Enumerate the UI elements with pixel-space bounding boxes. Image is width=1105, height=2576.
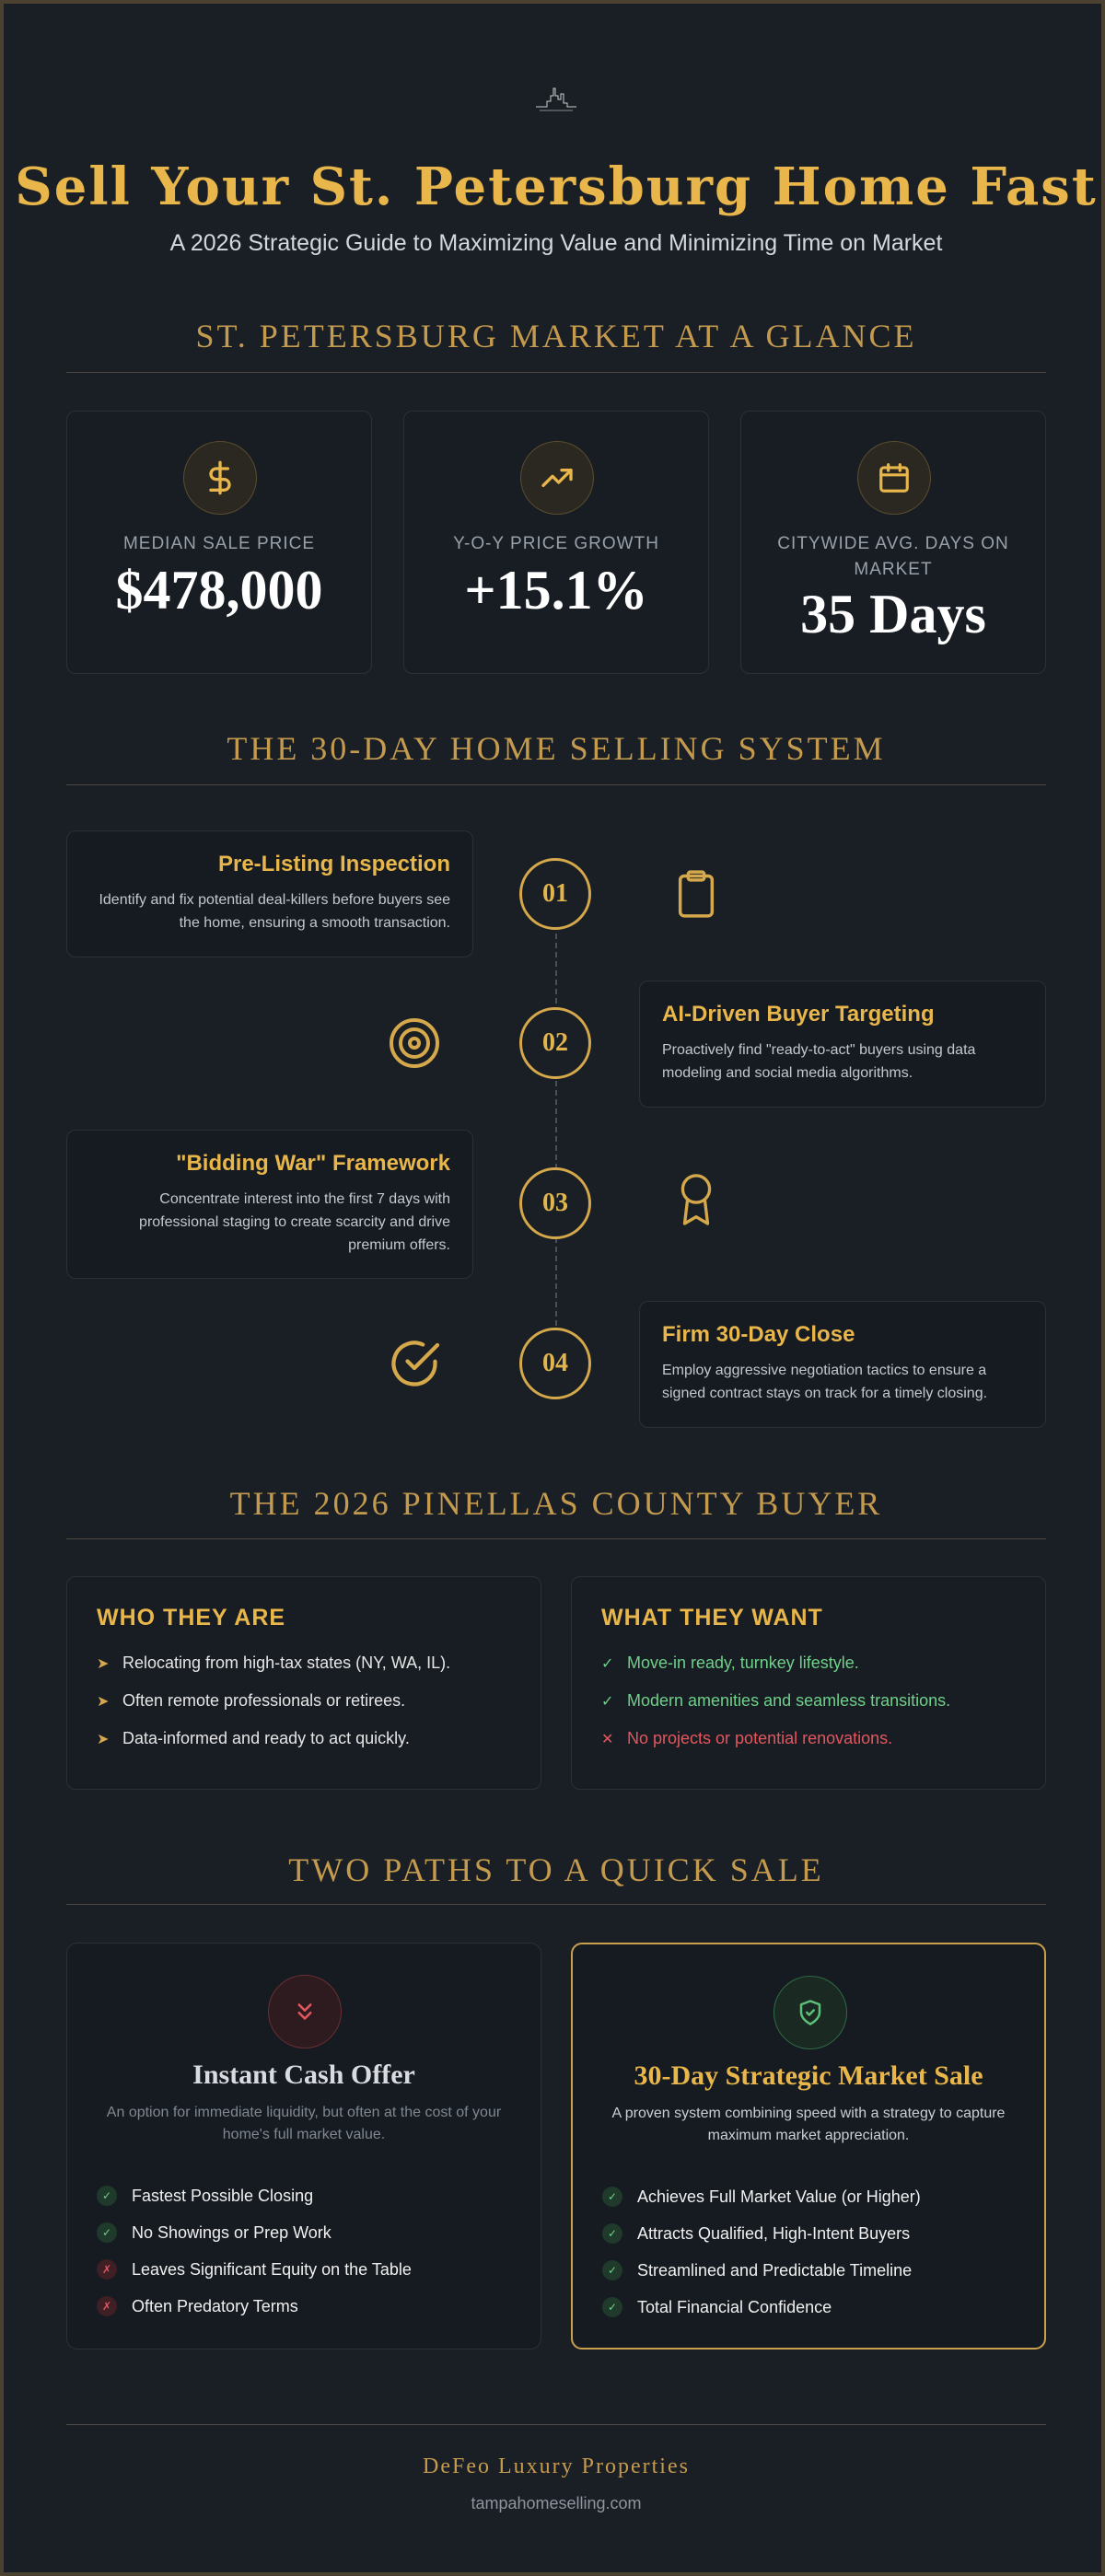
buyer-divider	[66, 1538, 1046, 1539]
page-title: Sell Your St. Petersburg Home Fast	[15, 157, 1098, 217]
step-desc: Identify and fix potential deal-killers before buyers see the home, ensuring a smooth transaction.	[99, 892, 450, 931]
check-icon: ✓	[601, 1693, 614, 1710]
trending-up-icon	[520, 441, 594, 515]
step-card-2	[639, 981, 1046, 1108]
footer-url-link[interactable]: tampahomeselling.com	[471, 2494, 642, 2512]
list-item: ✓ Fastest Possible Closing	[97, 2177, 511, 2214]
buyer-who-card	[66, 1576, 541, 1790]
stat-value: $478,000	[115, 560, 323, 621]
cash-offer-title: Instant Cash Offer	[192, 2060, 415, 2090]
arrow-bullet-icon: ➤	[97, 1655, 110, 1672]
check-icon: ✓	[97, 2222, 117, 2243]
list-item: ✓ Attracts Qualified, High-Intent Buyers	[602, 2215, 1015, 2252]
stat-card-median-price	[66, 411, 372, 674]
list-item: ✓ Achieves Full Market Value (or Higher)	[602, 2178, 1015, 2215]
list-item: ✕ No projects or potential renovations.	[601, 1729, 893, 1747]
stat-label: CITYWIDE AVG. DAYS ON MARKET	[777, 534, 1009, 579]
market-heading: ST. PETERSBURG MARKET AT A GLANCE	[195, 318, 917, 354]
system-divider	[66, 784, 1046, 785]
step-desc: Concentrate interest into the first 7 days with professional staging to create scarcity and drive premium offers.	[139, 1191, 450, 1253]
buyer-want-title: WHAT THEY WANT	[601, 1605, 823, 1630]
arrow-bullet-icon: ➤	[97, 1731, 110, 1747]
cash-offer-desc: An option for immediate liquidity, but often at the cost of your home's full market value.	[106, 2105, 502, 2142]
market-sale-desc: A proven system combining speed with a strategy to capture maximum market appreciation.	[611, 2106, 1006, 2143]
list-item: ✗ Often Predatory Terms	[97, 2288, 511, 2325]
footer-brand: DeFeo Luxury Properties	[423, 2454, 690, 2478]
list-item: ➤ Data-informed and ready to act quickly.	[97, 1729, 410, 1747]
check-icon: ✓	[601, 1655, 614, 1672]
arrow-bullet-icon: ➤	[97, 1693, 110, 1710]
cross-icon: ✗	[97, 2296, 117, 2316]
skyline-logo-icon	[530, 83, 582, 116]
footer-divider	[66, 2424, 1046, 2425]
list-item: ✓ Modern amenities and seamless transitions.	[601, 1691, 951, 1710]
page-subtitle: A 2026 Strategic Guide to Maximizing Value and Minimizing Time on Market	[169, 230, 943, 256]
step-title: "Bidding War" Framework	[176, 1151, 450, 1176]
list-item: ✓ Total Financial Confidence	[602, 2289, 1015, 2326]
check-icon: ✓	[602, 2260, 622, 2280]
double-chevron-down-icon	[268, 1975, 342, 2048]
list-item: ✓ Move-in ready, turnkey lifestyle.	[601, 1654, 859, 1672]
stat-card-days-on-market	[740, 411, 1046, 674]
list-item: ✓ No Showings or Prep Work	[97, 2214, 511, 2251]
clipboard-icon	[669, 866, 724, 922]
check-icon: ✓	[602, 2297, 622, 2317]
market-divider	[66, 372, 1046, 373]
step-desc: Employ aggressive negotiation tactics to ensure a signed contract stays on track for a timely closing.	[662, 1363, 988, 1401]
step-title: Pre-Listing Inspection	[217, 852, 450, 876]
stat-label: Y-O-Y PRICE GROWTH	[453, 534, 659, 553]
list-item: ✗ Leaves Significant Equity on the Table	[97, 2251, 511, 2288]
list-item: ➤ Relocating from high-tax states (NY, WA, IL).	[97, 1654, 451, 1672]
check-circle-icon	[387, 1336, 442, 1391]
list-item: ➤ Often remote professionals or retirees.	[97, 1691, 406, 1710]
buyer-heading: THE 2026 PINELLAS COUNTY BUYER	[229, 1485, 883, 1522]
step-title: AI-Driven Buyer Targeting	[662, 1002, 935, 1027]
dollar-icon	[183, 441, 257, 515]
cash-offer-card	[66, 1943, 541, 2350]
step-number-1: 01	[519, 858, 591, 930]
cross-icon: ✕	[601, 1731, 614, 1747]
market-sale-title: 30-Day Strategic Market Sale	[634, 2060, 983, 2091]
cross-icon: ✗	[97, 2259, 117, 2280]
stat-value: 35 Days	[800, 584, 986, 644]
shield-check-icon	[774, 1976, 847, 2049]
step-desc: Proactively find "ready-to-act" buyers using data modeling and social media algorithms.	[662, 1042, 976, 1081]
step-card-4	[639, 1301, 1046, 1428]
system-heading: THE 30-DAY HOME SELLING SYSTEM	[227, 730, 886, 767]
award-icon	[669, 1173, 724, 1228]
stat-label: MEDIAN SALE PRICE	[122, 534, 316, 553]
step-title: Firm 30-Day Close	[662, 1322, 855, 1347]
list-item: ✓ Streamlined and Predictable Timeline	[602, 2252, 1015, 2289]
calendar-icon	[857, 441, 931, 515]
target-icon	[387, 1015, 442, 1071]
stat-card-price-growth	[403, 411, 709, 674]
buyer-want-card	[571, 1576, 1046, 1790]
step-card-1	[66, 830, 473, 957]
check-icon: ✓	[602, 2187, 622, 2207]
buyer-who-title: WHO THEY ARE	[97, 1605, 286, 1630]
step-number-4: 04	[519, 1328, 591, 1399]
step-card-3	[66, 1130, 473, 1279]
paths-heading: TWO PATHS TO A QUICK SALE	[288, 1851, 824, 1888]
paths-divider	[66, 1904, 1046, 1905]
stat-value: +15.1%	[464, 560, 648, 621]
market-sale-card	[571, 1943, 1046, 2350]
step-number-2: 02	[519, 1007, 591, 1079]
timeline-line	[555, 934, 557, 1353]
step-number-3: 03	[519, 1167, 591, 1239]
check-icon: ✓	[97, 2186, 117, 2206]
check-icon: ✓	[602, 2223, 622, 2244]
